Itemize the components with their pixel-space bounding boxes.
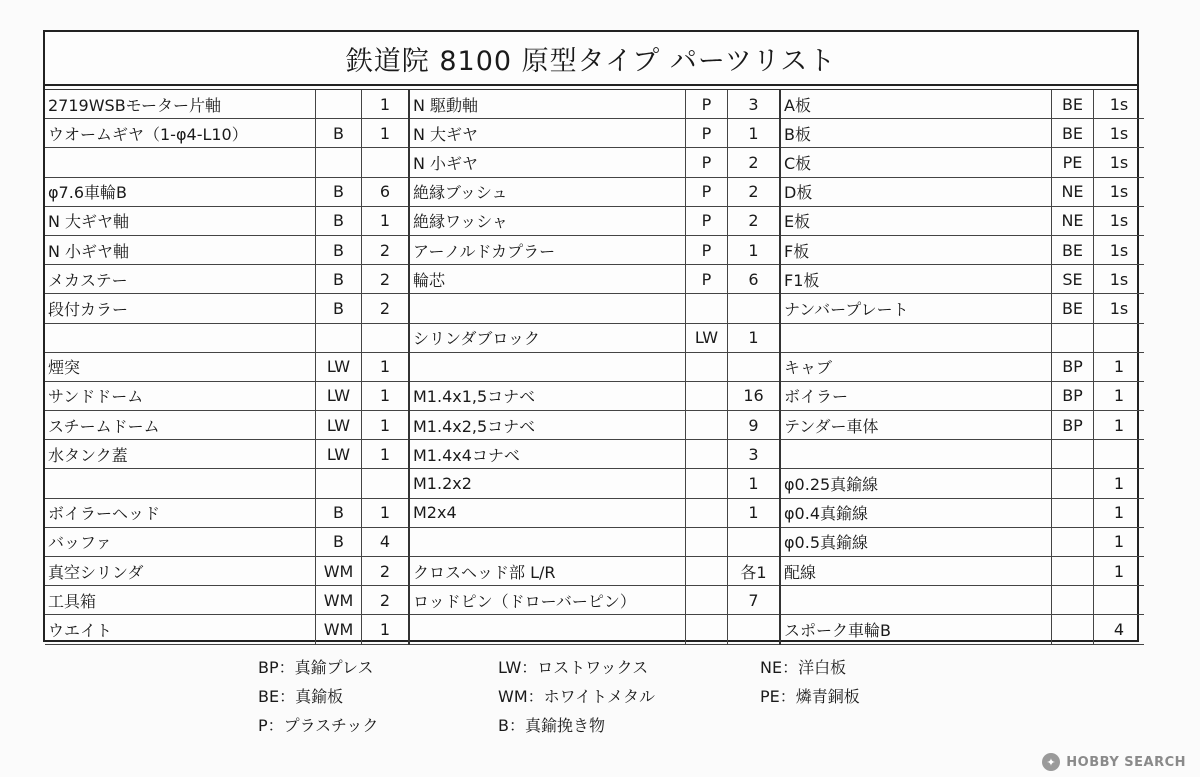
part-name-cell: 配線 (781, 557, 1052, 586)
part-name-cell: 絶縁ワッシャ (410, 207, 686, 236)
part-code-cell (1052, 324, 1094, 353)
part-name-cell: F1板 (781, 265, 1052, 294)
part-qty-cell: 1 (362, 499, 408, 528)
part-code-cell (316, 148, 362, 177)
part-qty-cell (1094, 440, 1144, 469)
part-code-cell (1052, 499, 1094, 528)
part-name-cell: A板 (781, 90, 1052, 119)
part-qty-cell: 1 (362, 353, 408, 382)
parts-column-right (781, 90, 1144, 645)
part-qty-cell: 6 (362, 178, 408, 207)
part-name-cell (781, 586, 1052, 615)
part-code-cell: NE (1052, 178, 1094, 207)
part-code-cell: P (686, 236, 728, 265)
part-code-cell: LW (686, 324, 728, 353)
part-code-cell (686, 557, 728, 586)
part-qty-cell: 1s (1094, 148, 1144, 177)
part-qty-cell (728, 615, 779, 644)
part-name-cell: 2719WSBモーター片軸 (45, 90, 316, 119)
part-name-cell: B板 (781, 119, 1052, 148)
part-name-cell: ボイラーヘッド (45, 499, 316, 528)
part-qty-cell: 1 (1094, 469, 1144, 498)
part-qty-cell (1094, 586, 1144, 615)
part-name-cell: ロッドピン（ドローバーピン） (410, 586, 686, 615)
part-name-cell: N 小ギヤ軸 (45, 236, 316, 265)
part-name-cell: 工具箱 (45, 586, 316, 615)
part-code-cell: P (686, 265, 728, 294)
part-qty-cell: 3 (728, 440, 779, 469)
part-code-cell: BE (1052, 90, 1094, 119)
hobbysearch-logo-icon: ✦ (1042, 753, 1060, 771)
part-qty-cell: 7 (728, 586, 779, 615)
part-name-cell: M1.2x2 (410, 469, 686, 498)
part-name-cell: キャブ (781, 353, 1052, 382)
part-qty-cell: 1 (1094, 557, 1144, 586)
parts-table (45, 89, 1137, 645)
part-code-cell: LW (316, 382, 362, 411)
legend-item: BP：真鍮プレス (258, 658, 374, 677)
part-qty-cell: 1 (1094, 499, 1144, 528)
part-name-cell (410, 615, 686, 644)
part-qty-cell: 1s (1094, 294, 1144, 323)
part-name-cell: クロスヘッド部 L/R (410, 557, 686, 586)
part-name-cell: C板 (781, 148, 1052, 177)
part-code-cell: BE (1052, 119, 1094, 148)
part-name-cell: 段付カラー (45, 294, 316, 323)
part-qty-cell: 2 (362, 586, 408, 615)
part-code-cell: SE (1052, 265, 1094, 294)
part-qty-cell: 6 (728, 265, 779, 294)
part-name-cell: N 小ギヤ (410, 148, 686, 177)
part-code-cell: B (316, 499, 362, 528)
part-qty-cell: 3 (728, 90, 779, 119)
part-qty-cell (1094, 324, 1144, 353)
part-qty-cell: 各1 (728, 557, 779, 586)
part-qty-cell: 1 (728, 324, 779, 353)
part-qty-cell: 1 (728, 236, 779, 265)
part-name-cell: F板 (781, 236, 1052, 265)
part-code-cell: LW (316, 353, 362, 382)
part-name-cell (410, 294, 686, 323)
part-qty-cell (728, 353, 779, 382)
part-code-cell: B (316, 207, 362, 236)
part-qty-cell: 1 (362, 207, 408, 236)
part-qty-cell: 1 (728, 469, 779, 498)
part-qty-cell: 2 (362, 265, 408, 294)
part-code-cell (686, 382, 728, 411)
part-code-cell (1052, 586, 1094, 615)
part-name-cell: E板 (781, 207, 1052, 236)
legend-item: PE：燐青銅板 (760, 687, 860, 706)
part-name-cell: スチームドーム (45, 411, 316, 440)
part-code-cell: LW (316, 440, 362, 469)
part-name-cell (45, 469, 316, 498)
part-qty-cell (728, 294, 779, 323)
part-code-cell (686, 615, 728, 644)
part-qty-cell: 1s (1094, 178, 1144, 207)
part-name-cell (45, 324, 316, 353)
part-qty-cell: 1 (1094, 382, 1144, 411)
part-qty-cell: 2 (728, 207, 779, 236)
part-code-cell (686, 499, 728, 528)
part-code-cell (1052, 528, 1094, 557)
part-qty-cell: 1 (362, 615, 408, 644)
part-code-cell (686, 440, 728, 469)
part-name-cell: ナンバープレート (781, 294, 1052, 323)
part-code-cell: BE (1052, 236, 1094, 265)
part-code-cell: WM (316, 557, 362, 586)
part-qty-cell: 1 (728, 119, 779, 148)
part-qty-cell: 2 (728, 148, 779, 177)
part-code-cell (686, 353, 728, 382)
part-name-cell: アーノルドカプラー (410, 236, 686, 265)
part-name-cell: M1.4x4コナベ (410, 440, 686, 469)
part-code-cell (686, 586, 728, 615)
part-name-cell: ウオームギヤ（1-φ4-L10） (45, 119, 316, 148)
watermark-text: HOBBY SEARCH (1066, 754, 1186, 770)
part-code-cell: B (316, 528, 362, 557)
part-code-cell: BE (1052, 294, 1094, 323)
part-code-cell (1052, 469, 1094, 498)
part-qty-cell: 1 (362, 382, 408, 411)
part-name-cell (781, 324, 1052, 353)
legend-item: BE：真鍮板 (258, 687, 344, 706)
part-code-cell: PE (1052, 148, 1094, 177)
part-name-cell: N 駆動軸 (410, 90, 686, 119)
part-qty-cell: 16 (728, 382, 779, 411)
part-name-cell: 煙突 (45, 353, 316, 382)
page-title: 鉄道院 8100 原型タイプ パーツリスト (45, 32, 1137, 86)
part-name-cell (45, 148, 316, 177)
watermark (1042, 753, 1186, 771)
part-code-cell (686, 294, 728, 323)
part-code-cell: B (316, 265, 362, 294)
part-qty-cell: 1 (362, 119, 408, 148)
part-code-cell (316, 469, 362, 498)
legend-item: B：真鍮挽き物 (498, 716, 605, 735)
part-name-cell: 絶縁ブッシュ (410, 178, 686, 207)
part-code-cell: B (316, 119, 362, 148)
part-qty-cell: 1s (1094, 119, 1144, 148)
part-qty-cell: 1 (1094, 353, 1144, 382)
part-name-cell: φ0.4真鍮線 (781, 499, 1052, 528)
part-name-cell: テンダー車体 (781, 411, 1052, 440)
part-qty-cell: 2 (362, 236, 408, 265)
part-qty-cell: 2 (362, 557, 408, 586)
part-qty-cell (362, 469, 408, 498)
part-name-cell: M2x4 (410, 499, 686, 528)
part-code-cell: B (316, 236, 362, 265)
part-code-cell: BP (1052, 411, 1094, 440)
material-legend (258, 652, 1000, 739)
part-name-cell (410, 353, 686, 382)
part-qty-cell (362, 148, 408, 177)
part-name-cell: M1.4x1,5コナベ (410, 382, 686, 411)
legend-item: NE：洋白板 (760, 658, 847, 677)
part-qty-cell: 1s (1094, 207, 1144, 236)
part-qty-cell: 1s (1094, 90, 1144, 119)
part-code-cell: P (686, 148, 728, 177)
part-code-cell (1052, 557, 1094, 586)
part-name-cell: サンドドーム (45, 382, 316, 411)
part-code-cell: B (316, 178, 362, 207)
part-name-cell: 輪芯 (410, 265, 686, 294)
part-code-cell (316, 324, 362, 353)
part-name-cell: D板 (781, 178, 1052, 207)
part-qty-cell: 1s (1094, 265, 1144, 294)
part-name-cell: ウエイト (45, 615, 316, 644)
part-qty-cell: 1 (1094, 411, 1144, 440)
part-name-cell (410, 528, 686, 557)
part-name-cell: N 大ギヤ (410, 119, 686, 148)
part-name-cell: φ0.5真鍮線 (781, 528, 1052, 557)
part-name-cell: スポーク車輪B (781, 615, 1052, 644)
part-code-cell: P (686, 119, 728, 148)
part-qty-cell: 4 (362, 528, 408, 557)
part-code-cell: P (686, 90, 728, 119)
part-name-cell: φ7.6車輪B (45, 178, 316, 207)
part-qty-cell: 1 (728, 499, 779, 528)
part-code-cell (686, 469, 728, 498)
parts-column-left (45, 90, 408, 645)
part-qty-cell: 1 (362, 411, 408, 440)
legend-item: P：プラスチック (258, 716, 379, 735)
part-qty-cell: 1s (1094, 236, 1144, 265)
part-qty-cell: 2 (728, 178, 779, 207)
part-code-cell: NE (1052, 207, 1094, 236)
part-code-cell: LW (316, 411, 362, 440)
part-code-cell: BP (1052, 382, 1094, 411)
part-qty-cell (728, 528, 779, 557)
part-code-cell: BP (1052, 353, 1094, 382)
part-qty-cell: 9 (728, 411, 779, 440)
parts-column-middle (410, 90, 779, 645)
part-code-cell: WM (316, 586, 362, 615)
part-code-cell: B (316, 294, 362, 323)
part-qty-cell: 1 (1094, 528, 1144, 557)
part-name-cell: 真空シリンダ (45, 557, 316, 586)
part-name-cell: シリンダブロック (410, 324, 686, 353)
parts-list-sheet (43, 30, 1139, 642)
part-code-cell (1052, 440, 1094, 469)
part-code-cell (686, 411, 728, 440)
part-qty-cell (362, 324, 408, 353)
part-name-cell: φ0.25真鍮線 (781, 469, 1052, 498)
part-name-cell: ボイラー (781, 382, 1052, 411)
part-qty-cell: 4 (1094, 615, 1144, 644)
part-name-cell: バッファ (45, 528, 316, 557)
part-name-cell: メカステー (45, 265, 316, 294)
part-qty-cell: 2 (362, 294, 408, 323)
part-code-cell: P (686, 207, 728, 236)
legend-item: WM：ホワイトメタル (498, 687, 655, 706)
part-qty-cell: 1 (362, 440, 408, 469)
part-code-cell: P (686, 178, 728, 207)
part-code-cell (316, 90, 362, 119)
part-code-cell (1052, 615, 1094, 644)
part-code-cell (686, 528, 728, 557)
legend-item: LW：ロストワックス (498, 658, 649, 677)
part-name-cell: N 大ギヤ軸 (45, 207, 316, 236)
part-code-cell: WM (316, 615, 362, 644)
part-name-cell (781, 440, 1052, 469)
part-name-cell: M1.4x2,5コナベ (410, 411, 686, 440)
part-qty-cell: 1 (362, 90, 408, 119)
part-name-cell: 水タンク蓋 (45, 440, 316, 469)
